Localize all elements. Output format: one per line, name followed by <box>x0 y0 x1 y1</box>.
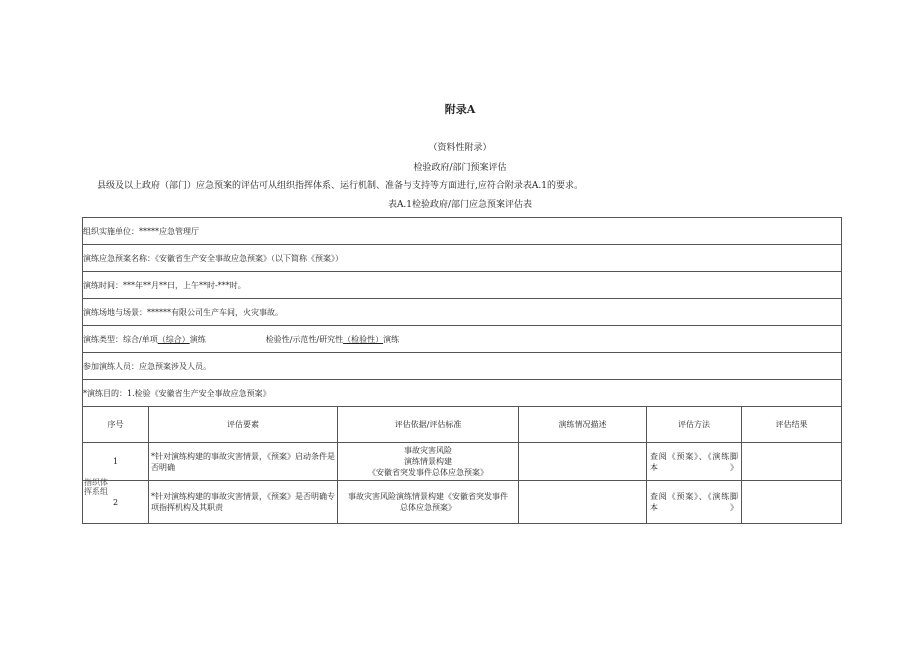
drill-site-row: 演练场地与场景：******有限公司生产车间，火灾事故。 <box>83 299 842 326</box>
evaluation-basis <box>338 481 519 524</box>
row-number-cell <box>83 478 149 524</box>
column-header: 评估要素 <box>149 407 338 443</box>
table-row <box>83 443 842 481</box>
evaluation-result <box>742 443 842 481</box>
column-header: 演练情况描述 <box>519 407 647 443</box>
drill-time-row: 演练时间：***年**月**曰，上午**时-***时。 <box>83 272 842 299</box>
dimension-label: 指织体挥系组 <box>84 478 108 496</box>
plan-name-row: 演练应急预案名称：《安徽省生产安全事故应急预案》（以下简称《预案》） <box>83 245 842 272</box>
drill-description <box>519 481 647 524</box>
basis-line: 事故灾害风险演练情景构建《安徽省突发事件 <box>348 492 508 501</box>
drill-description <box>519 443 647 481</box>
intro-paragraph: 县级及以上政府（部门）应急预案的评估可从组织指挥体系、运行机制、准备与支持等方面进行,应符合附录表A.1的要求。 <box>97 181 583 191</box>
table-caption: 表A.1检验政府/部门应急预案评估表 <box>387 200 533 210</box>
type-suffix: 演练 <box>189 334 206 344</box>
participants-row: 参加演练人员：应急预案涉及人员。 <box>83 353 842 380</box>
appendix-title: 附录A <box>444 103 476 116</box>
row-number: 2 <box>112 497 119 507</box>
basis-line: 《安徽省突发事件总体应急预案》 <box>368 468 488 477</box>
evaluation-basis <box>338 443 519 481</box>
informative-note: （资料性附录） <box>428 143 492 153</box>
column-header: 评估方法 <box>647 407 742 443</box>
purpose-row: *演练目的：1.检验《安徽省生产安全事故应急预案》 <box>83 380 842 407</box>
evaluation-method: 查阅《预案》、《演练脚本》 <box>647 481 742 524</box>
type-prefix: 演练类型：综合/单项 <box>83 334 158 344</box>
row-number: 1 <box>83 443 149 481</box>
column-header: 评估结果 <box>742 407 842 443</box>
evaluation-element: *针对演练构建的事故灾害情景，《预案》启动条件是否明确 <box>149 443 338 481</box>
nature-prefix: 检验性/示范性/研究性 <box>265 334 344 344</box>
org-unit-row: 组织实施单位：*****应急管理厅 <box>83 218 842 245</box>
table-header <box>83 407 842 443</box>
column-header: 评估依据/评估标准 <box>338 407 519 443</box>
drill-type-row <box>83 326 842 353</box>
evaluation-method: 查阅《预案》、《演练脚本》 <box>647 443 742 481</box>
nature-value: （检验性） <box>343 334 384 344</box>
basis-line: 事故灾害风险 <box>404 446 452 455</box>
evaluation-result <box>742 481 842 524</box>
table-row <box>83 481 842 524</box>
evaluation-element: *针对演练构建的事故灾害情景，《预案》是否明确专项指挥机构及其职责 <box>149 481 338 524</box>
section-title: 检验政府/部门预案评估 <box>413 163 507 173</box>
evaluation-table <box>82 217 842 524</box>
nature-suffix: 演练 <box>383 334 400 344</box>
basis-line: 演练情景构建 <box>404 457 452 466</box>
type-value: （综合） <box>157 334 190 344</box>
column-header: 序号 <box>83 407 149 443</box>
basis-line: 总体应急预案》 <box>400 503 456 512</box>
